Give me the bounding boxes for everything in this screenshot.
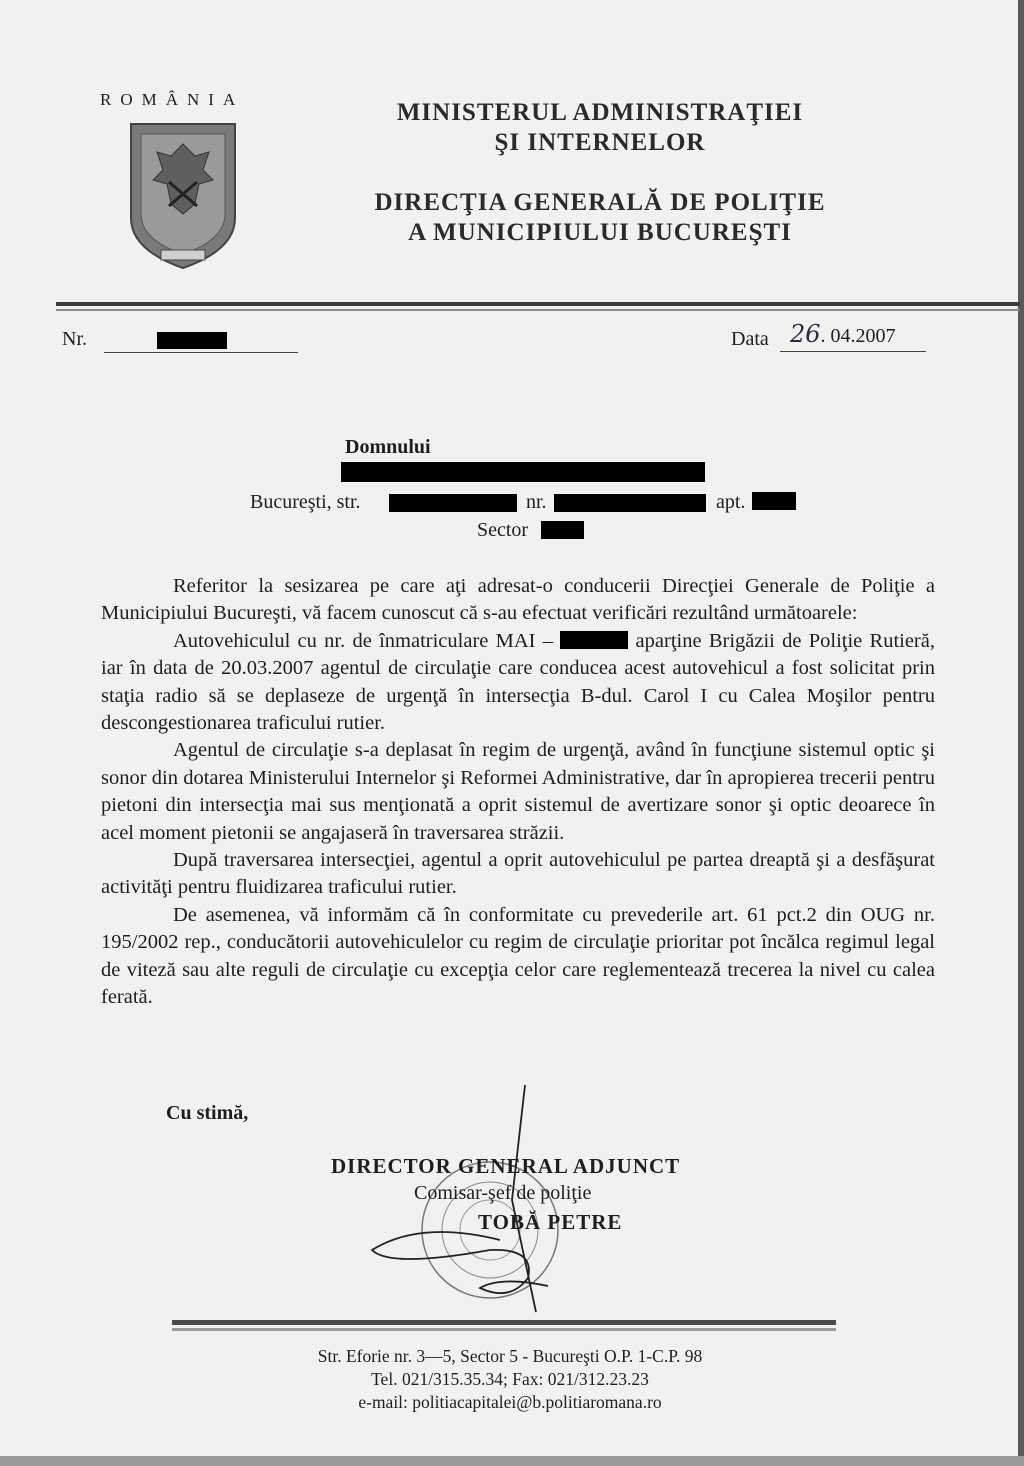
letter-body (101, 573, 935, 1012)
ministry-line-2: ŞI INTERNELOR (494, 129, 706, 156)
body-paragraph-4: După traversarea intersecţiei, agentul a oprit autovehiculul pe partea dreaptă şi a desfăşurat activităţi pentru fluidizarea traficului rutier. (101, 849, 935, 899)
redacted-apartment (752, 492, 796, 510)
header-rule (56, 302, 1020, 306)
scan-bottom-edge (0, 1456, 1024, 1466)
redacted-sector (541, 521, 584, 539)
redacted-addressee-name (341, 462, 705, 482)
redacted-street (389, 494, 517, 512)
footer-phone-fax: Tel. 021/315.35.34; Fax: 021/312.23.23 (371, 1369, 649, 1389)
date-label: Data (731, 328, 769, 350)
footer-rule (172, 1320, 836, 1325)
footer-address: Str. Eforie nr. 3—5, Sector 5 - Bucureşti O.P. 1-C.P. 98 (317, 1346, 703, 1366)
body-paragraph-1: Referitor la sesizarea pe care aţi adresat-o conducerii Direcţiei Generale de Poliţie a Municipiului Bucureşti, vă facem cunoscut că s-au efectuat verificări rezultând următoarele: (101, 575, 935, 625)
directorate-line-2: A MUNICIPIULUI BUCUREŞTI (408, 219, 792, 246)
date-month-year: . 04.2007 (820, 325, 896, 347)
address-city-street-label: Bucureşti, str. (250, 491, 361, 513)
redacted-registration-number (157, 332, 227, 349)
footer-rule-thin (172, 1328, 836, 1331)
body-paragraph-3: Agentul de circulaţie s-a deplasat în regim de urgenţă, având în funcţiune sistemul optic şi sonor din dotarea Ministerului Internelor şi Reformei Administrative, dar în apropierea trecerii pentru pietoni din intersecţia mai sus menţionată a oprit sistemul de avertizare sonor şi optic deoarece în acel moment pietonii se angajaseră în traversarea străzii. (101, 739, 935, 844)
date-day-handwritten: 26 (790, 320, 821, 348)
directorate-line-1: DIRECŢIA GENERALĂ DE POLIŢIE (374, 189, 826, 216)
date-line (780, 351, 926, 352)
ministry-line-1: MINISTERUL ADMINISTRAŢIEI (396, 99, 804, 126)
address-number-label: nr. (526, 491, 547, 513)
registration-number-line (104, 352, 298, 353)
registration-number-label: Nr. (62, 328, 87, 350)
closing-salutation: Cu stimă, (166, 1102, 249, 1124)
body-paragraph-2-end: aparţine Brigăzii de Poliţie Rutieră, iar în data de 20.03.2007 agentul de circulaţie care conducea acest autovehicul a fost solicitat prin staţia radio să se deplaseze de urgenţă în intersecţia B-dul. Carol I cu Calea Moşilor pentru descongestionarea traficului rutier. (101, 629, 935, 735)
directorate-name (300, 188, 900, 248)
body-paragraph-2 (101, 628, 935, 738)
signatory-name: TOBĂ PETRE (478, 1210, 623, 1234)
ministry-name (330, 98, 870, 158)
redacted-plate-number (560, 631, 628, 649)
address-apartment-label: apt. (716, 491, 746, 513)
address-sector-label: Sector (477, 519, 529, 541)
footer-email: e-mail: politiacapitalei@b.politiaromana.ro (358, 1392, 662, 1412)
header-rule-thin (56, 309, 1020, 311)
redacted-street-number (554, 494, 706, 512)
addressee-salutation: Domnului (345, 436, 431, 458)
signatory-title: DIRECTOR GENERAL ADJUNCT (331, 1154, 681, 1178)
body-paragraph-2-start: Autovehiculul cu nr. de înmatriculare MAI – (173, 629, 554, 652)
footer-contact (220, 1345, 800, 1414)
scan-edge-shadow (1018, 0, 1024, 1466)
country-label: ROMÂNIA (100, 90, 245, 109)
body-paragraph-5: De asemenea, vă informăm că în conformitate cu prevederile art. 61 pct.2 din OUG nr. 195/2002 rep., conducătorii autovehiculelor cu regim de circulaţie prioritar pot încălca regimul legal de viteză sau alte reguli de circulaţie cu excepţia celor care reglementează trecerea la nivel cu calea ferată. (101, 903, 935, 1009)
date-value (790, 320, 896, 348)
coat-of-arms-icon (127, 122, 239, 270)
signatory-rank: Comisar-şef de poliţie (414, 1182, 592, 1204)
